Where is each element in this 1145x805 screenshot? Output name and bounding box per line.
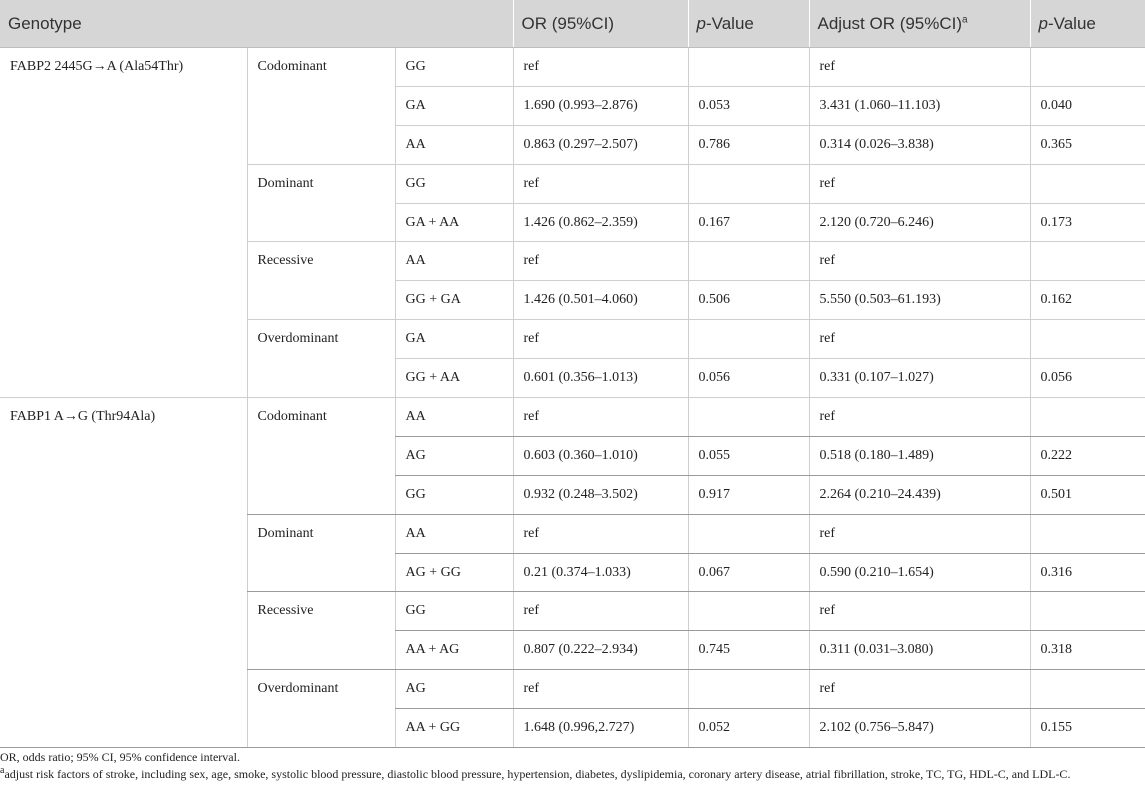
genotype-cell: GG [395, 592, 513, 631]
genotype-cell: AA [395, 242, 513, 281]
or-cell: 1.690 (0.993–2.876) [513, 86, 688, 125]
p-value-cell: 0.052 [688, 709, 809, 748]
adjusted-or-cell: 0.311 (0.031–3.080) [809, 631, 1030, 670]
adjusted-or-cell: 2.102 (0.756–5.847) [809, 709, 1030, 748]
p-value-cell [688, 320, 809, 359]
model-cell: Recessive [247, 242, 395, 320]
p-value-cell [688, 592, 809, 631]
adjusted-p-value-cell: 0.318 [1030, 631, 1145, 670]
model-cell: Dominant [247, 164, 395, 242]
footnote-adjust [0, 766, 1135, 783]
adjusted-p-value-cell: 0.173 [1030, 203, 1145, 242]
adjusted-or-cell: 0.590 (0.210–1.654) [809, 553, 1030, 592]
adjusted-or-cell: ref [809, 592, 1030, 631]
p-value-cell [688, 164, 809, 203]
adjusted-p-value-cell [1030, 670, 1145, 709]
or-cell: ref [513, 48, 688, 87]
p-value-cell [688, 242, 809, 281]
p-value-cell: 0.055 [688, 436, 809, 475]
adjusted-p-value-cell [1030, 320, 1145, 359]
model-cell: Codominant [247, 48, 395, 165]
or-cell: 0.601 (0.356–1.013) [513, 359, 688, 398]
header-adjust-or-label: Adjust OR (95%CI) [817, 13, 963, 33]
or-cell: ref [513, 670, 688, 709]
adjusted-or-cell: 5.550 (0.503–61.193) [809, 281, 1030, 320]
adjusted-or-cell: 0.331 (0.107–1.027) [809, 359, 1030, 398]
genotype-cell: GA [395, 320, 513, 359]
adjusted-or-cell: ref [809, 670, 1030, 709]
footnote-adjust-mark: a [0, 764, 5, 776]
adjusted-p-value-cell [1030, 242, 1145, 281]
genotype-cell: GG + GA [395, 281, 513, 320]
model-cell: Overdominant [247, 670, 395, 748]
genotype-cell: AG [395, 436, 513, 475]
header-or: OR (95%CI) [513, 0, 688, 48]
genotype-cell: AA [395, 514, 513, 553]
model-cell: Overdominant [247, 320, 395, 398]
adjusted-or-cell: ref [809, 514, 1030, 553]
genotype-cell: GG + AA [395, 359, 513, 398]
adjusted-p-value-cell: 0.316 [1030, 553, 1145, 592]
header-adjust-or [809, 0, 1030, 48]
adjusted-p-value-cell [1030, 398, 1145, 437]
p-value-cell [688, 670, 809, 709]
or-cell: 1.426 (0.862–2.359) [513, 203, 688, 242]
table-row [0, 398, 1145, 437]
or-cell: 0.603 (0.360–1.010) [513, 436, 688, 475]
or-cell: ref [513, 592, 688, 631]
adjusted-or-cell: 2.120 (0.720–6.246) [809, 203, 1030, 242]
header-p2-italic: p [1038, 13, 1048, 33]
adjusted-p-value-cell: 0.365 [1030, 125, 1145, 164]
adjusted-or-cell: ref [809, 398, 1030, 437]
gene-variant-cell: FABP1 A→G (Thr94Ala) [0, 398, 247, 748]
genotype-cell: GG [395, 475, 513, 514]
adjusted-p-value-cell [1030, 48, 1145, 87]
genotype-cell: GA [395, 86, 513, 125]
adjusted-or-cell: 0.314 (0.026–3.838) [809, 125, 1030, 164]
genotype-cell: AA + AG [395, 631, 513, 670]
genotype-cell: AA + GG [395, 709, 513, 748]
adjusted-or-cell: 2.264 (0.210–24.439) [809, 475, 1030, 514]
adjusted-p-value-cell [1030, 592, 1145, 631]
p-value-cell: 0.506 [688, 281, 809, 320]
p-value-cell: 0.167 [688, 203, 809, 242]
adjusted-p-value-cell: 0.155 [1030, 709, 1145, 748]
adjusted-p-value-cell: 0.501 [1030, 475, 1145, 514]
p-value-cell: 0.053 [688, 86, 809, 125]
genotype-cell: AG [395, 670, 513, 709]
header-genotype: Genotype [0, 0, 513, 48]
p-value-cell: 0.917 [688, 475, 809, 514]
genotype-cell: AA [395, 125, 513, 164]
header-adjust-sup: a [962, 13, 968, 25]
adjusted-or-cell: ref [809, 320, 1030, 359]
adjusted-or-cell: ref [809, 242, 1030, 281]
adjusted-p-value-cell: 0.040 [1030, 86, 1145, 125]
genotype-cell: GA + AA [395, 203, 513, 242]
adjusted-p-value-cell: 0.162 [1030, 281, 1145, 320]
or-cell: ref [513, 514, 688, 553]
adjusted-or-cell: ref [809, 48, 1030, 87]
or-cell: 0.863 (0.297–2.507) [513, 125, 688, 164]
genotype-cell: AG + GG [395, 553, 513, 592]
header-p-italic: p [696, 13, 706, 33]
genotype-cell: GG [395, 164, 513, 203]
or-cell: 0.21 (0.374–1.033) [513, 553, 688, 592]
p-value-cell: 0.745 [688, 631, 809, 670]
footnote-adjust-text: adjust risk factors of stroke, including sex, age, smoke, systolic blood pressure, diastolic blood pressure, hypertension, diabetes, dyslipidemia, coronary artery disease, atrial fibrillation, stroke, TC, TG, HDL-C, and LDL-C. [4, 766, 1071, 781]
header-p-rest: -Value [705, 13, 754, 33]
genotype-cell: AA [395, 398, 513, 437]
model-cell: Dominant [247, 514, 395, 592]
adjusted-p-value-cell [1030, 164, 1145, 203]
header-adjust-p-value [1030, 0, 1145, 48]
adjusted-or-cell: 0.518 (0.180–1.489) [809, 436, 1030, 475]
model-cell: Recessive [247, 592, 395, 670]
header-row [0, 0, 1145, 48]
adjusted-p-value-cell: 0.222 [1030, 436, 1145, 475]
or-cell: ref [513, 242, 688, 281]
gene-variant-cell: FABP2 2445G→A (Ala54Thr) [0, 48, 247, 398]
header-p2-rest: -Value [1047, 13, 1096, 33]
p-value-cell: 0.786 [688, 125, 809, 164]
table-row [0, 48, 1145, 87]
adjusted-or-cell: ref [809, 164, 1030, 203]
model-cell: Codominant [247, 398, 395, 515]
genotype-cell: GG [395, 48, 513, 87]
adjusted-p-value-cell [1030, 514, 1145, 553]
adjusted-or-cell: 3.431 (1.060–11.103) [809, 86, 1030, 125]
p-value-cell [688, 48, 809, 87]
table-body [0, 48, 1145, 748]
p-value-cell [688, 514, 809, 553]
header-p-value [688, 0, 809, 48]
or-cell: ref [513, 164, 688, 203]
footnote-abbreviations: OR, odds ratio; 95% CI, 95% confidence interval. [0, 750, 240, 764]
or-cell: 1.648 (0.996,2.727) [513, 709, 688, 748]
table-footnotes [0, 749, 1135, 782]
or-cell: ref [513, 320, 688, 359]
adjusted-p-value-cell: 0.056 [1030, 359, 1145, 398]
or-cell: 1.426 (0.501–4.060) [513, 281, 688, 320]
or-cell: 0.932 (0.248–3.502) [513, 475, 688, 514]
p-value-cell: 0.056 [688, 359, 809, 398]
p-value-cell [688, 398, 809, 437]
p-value-cell: 0.067 [688, 553, 809, 592]
or-cell: 0.807 (0.222–2.934) [513, 631, 688, 670]
or-cell: ref [513, 398, 688, 437]
table-header [0, 0, 1145, 48]
